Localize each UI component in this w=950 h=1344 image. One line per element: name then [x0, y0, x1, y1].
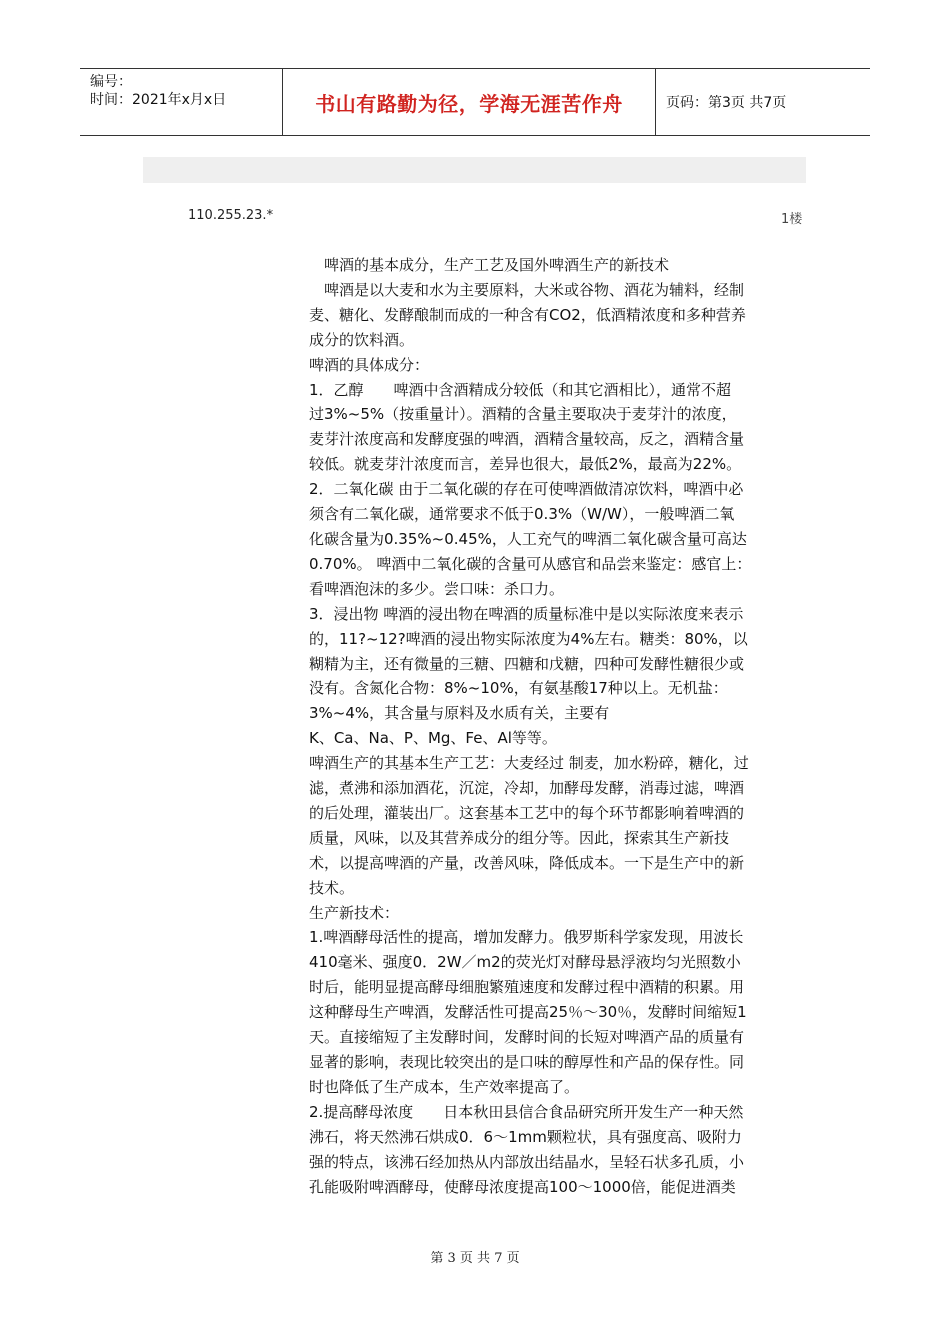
post-floor: 1楼 [781, 212, 803, 227]
time-label: 时间：2021年x月x日 [90, 92, 227, 108]
body-line: 糊精为主，还有微量的三糖、四糖和戊糖，四种可发酵性糖很少或 [309, 654, 745, 673]
body-line: 较低。就麦芽汁浓度而言，差异也很大，最低2%，最高为22%。 [309, 455, 742, 474]
body-line: 须含有二氧化碳，通常要求不低于0.3%（W/W），一般啤酒二氧 [309, 505, 735, 524]
body-line: 0.70%。 啤酒中二氧化碳的含量可从感官和品尝来鉴定：感官上： [309, 554, 752, 573]
body-line: 1.啤酒酵母活性的提高，增加发酵力。俄罗斯科学家发现，用波长 [309, 928, 744, 947]
body-line: 孔能吸附啤酒酵母，使酵母浓度提高100～1000倍，能促进酒类 [309, 1177, 736, 1196]
body-line: 2．二氧化碳 由于二氧化碳的存在可使啤酒做清凉饮料，啤酒中必 [309, 480, 744, 499]
body-line: 强的特点，该沸石经加热从内部放出结晶水，呈轻石状多孔质，小 [309, 1152, 745, 1171]
body-line: 3．浸出物 啤酒的浸出物在啤酒的质量标准中是以实际浓度来表示 [309, 604, 744, 623]
body-line: 看啤酒泡沫的多少。尝口味：杀口力。 [309, 579, 565, 598]
body-line: 没有。含氮化合物：8%~10%，有氨基酸17种以上。无机盐： [309, 679, 728, 698]
body-line: 1．乙醇 啤酒中含酒精成分较低（和其它酒相比），通常不超 [309, 380, 732, 399]
body-line: 过3%~5%（按重量计）。酒精的含量主要取决于麦芽汁的浓度， [309, 405, 737, 424]
body-line: 410毫米、强度0．2W／m2的荧光灯对酵母悬浮液均匀光照数小 [309, 953, 741, 972]
body-line: 显著的影响，表现比较突出的是口味的醇厚性和产品的保存性。同 [309, 1053, 745, 1071]
body-line: 化碳含量为0.35%~0.45%，人工充气的啤酒二氧化碳含量可高达 [309, 529, 747, 548]
body-line: 技术。 [309, 878, 355, 897]
body-line: 的后处理，灌装出厂。这套基本工艺中的每个环节都影响着啤酒的 [309, 803, 745, 822]
body-line: 成分的饮料酒。 [309, 330, 415, 349]
header-meta [80, 69, 282, 135]
body-line: K、Ca、Na、P、Mg、Fe、Al等等。 [309, 729, 557, 748]
body-line: 麦、糖化、发酵酿制而成的一种含有CO2，低酒精浓度和多种营养 [309, 305, 746, 324]
document-header [80, 68, 870, 136]
number-label: 编号： [90, 74, 132, 90]
body-line: 2.提高酵母浓度 日本秋田县信合食品研究所开发生产一种天然 [309, 1102, 744, 1121]
body-line: 质量，风味，以及其营养成分的组分等。因此，探索其生产新技 [309, 828, 730, 847]
body-line: 的，11?~12?啤酒的浸出物实际浓度为4%左右。糖类：80%，以 [309, 629, 748, 648]
body-line: 啤酒是以大麦和水为主要原料，大米或谷物、酒花为辅料，经制 [309, 280, 745, 299]
body-line: 啤酒的具体成分： [309, 355, 430, 374]
body-line: 时后，能明显提高酵母细胞繁殖速度和发酵过程中酒精的积累。用 [309, 978, 745, 997]
body-line: 生产新技术： [309, 903, 400, 922]
post-divider-band [143, 157, 806, 183]
post-body [309, 253, 805, 1199]
body-line: 沸石，将天然沸石烘成0．6～1mm颗粒状，具有强度高、吸附力 [309, 1127, 742, 1146]
body-line: 术，以提高啤酒的产量，改善风味，降低成本。一下是生产中的新 [309, 853, 745, 872]
body-line: 啤酒的基本成分，生产工艺及国外啤酒生产的新技术 [309, 256, 670, 274]
body-line: 时也降低了生产成本，生产效率提高了。 [309, 1077, 580, 1096]
body-line: 3%~4%，其含量与原料及水质有关，主要有 [309, 704, 610, 723]
poster-ip: 110.255.23.* [188, 208, 274, 223]
page-footer: 第 3 页 共 7 页 [430, 1251, 520, 1266]
body-line: 天。直接缩短了主发酵时间，发酵时间的长短对啤酒产品的质量有 [309, 1028, 745, 1047]
header-motto: 书山有路勤为径，学海无涯苦作舟 [282, 69, 656, 135]
body-line: 麦芽汁浓度高和发酵度强的啤酒，酒精含量较高，反之，酒精含量 [309, 430, 745, 449]
body-line: 这种酵母生产啤酒，发酵活性可提高25％～30％，发酵时间缩短1 [309, 1003, 747, 1022]
header-page-label: 页码：第3页 共7页 [666, 95, 787, 111]
body-line: 滤，煮沸和添加酒花，沉淀，冷却，加酵母发酵，消毒过滤，啤酒 [309, 779, 745, 798]
body-line: 啤酒生产的其基本生产工艺：大麦经过 制麦，加水粉碎，糖化，过 [309, 754, 749, 773]
